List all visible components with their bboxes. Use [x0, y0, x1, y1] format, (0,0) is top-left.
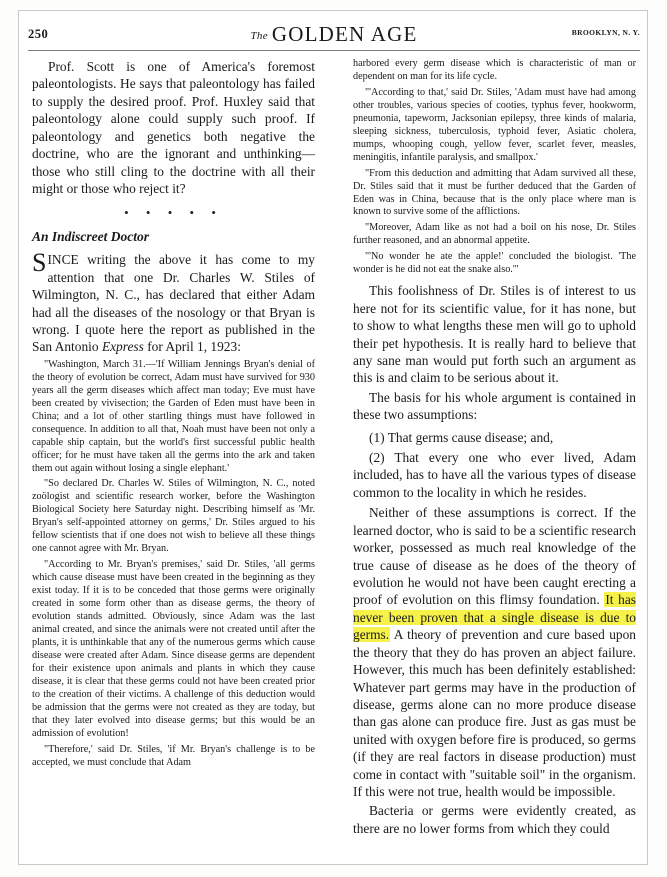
paragraph-assumptions-before: Neither of these assumptions is correct. If the learned doctor, who is said to be a scientific research worker, possessed as much real knowledge of the true cause of disease as he does of the theory of evolution he would not have been caught erecting a proof of evolution on this flimsy foundation.: [353, 505, 636, 608]
quote-paragraph-6: "From this deduction and admitting that Adam survived all these, Dr. Stiles said that it must be further deduced that the Garden of Eden was in China, because that is the only place where man is known to survive some of the afflictions.: [353, 167, 636, 218]
quote-continuation: harbored every germ disease which is characteristic of man or dependent on man for its life cycle.: [353, 58, 636, 82]
quote-paragraph-4: "Therefore,' said Dr. Stiles, 'if Mr. Bryan's challenge is to be accepted, we must conclude that Adam: [32, 743, 315, 768]
masthead-name: GOLDEN AGE: [271, 22, 418, 46]
left-column: [32, 58, 315, 848]
section-heading: An Indiscreet Doctor: [32, 229, 150, 245]
paragraph-assumptions-after: A theory of prevention and cure based upon the theory that they do has proven an abject failure. However, this much has been definitely established: Whatever part germs may have in the production of disease, germs alone can no more produce disease than gas alone can produce fire. Just as gas must be united with oxygen before fire is produced, so germs (if they are real factors in disease production) must come in contact with "suitable soil" in the organism. If this were not true, health would be impossible.: [353, 627, 636, 800]
article-columns: [32, 58, 636, 848]
masthead-title: [28, 22, 640, 47]
right-column: [353, 58, 636, 848]
assumption-item-2: (2) That every one who ever lived, Adam included, has to have all the various types of disease common to the locality in which he resides.: [353, 450, 636, 500]
header-rule: [28, 50, 640, 51]
quote-paragraph-3: "According to Mr. Bryan's premises,' said Dr. Stiles, 'all germs which cause disease must have been created in the beginning as they exist today. If it is to be conceded that those germs were originally created in some form other than as disease germs, the theory of evolution stands admitted. Obviously, since Adam was the last animal created, and since the animals were not created until after the plants, it is unthinkable that any of the numerous germs which cause disease were created after Adam. Since disease germs are dependent for their existence upon animals and plants in which they cause disease, it is clear that these germs could not have been created prior to the creation of their victims. A challenge of this deduction would be admission that the germs were not created as they are today, but that they later evolved into disease germs; but this would be an admission of evolution!: [32, 559, 315, 739]
paragraph-indiscreet-body: INCE writing the above it has come to my attention that one Dr. Charles W. Stiles of Wilmington, N. C., has declared that either Adam had all the diseases of the nosology or that Bryan is wrong. I quote here the report as published in the San Antonio: [32, 252, 315, 355]
quote-paragraph-1: "Washington, March 31.—'If William Jennings Bryan's denial of the theory of evolution be correct, Adam must have survived for 930 years all the germ diseases which affect man today; Eve must have been created by vivisection; the Garden of Eden must have been in China; and a lot of other startling things must have followed in consequence. In addition to all that, Noah must have been not only a capable ship captain, but the world's first successful public health officer; for he must have taken all the germs into the ark and taken them out again without losing a single elephant.': [32, 358, 315, 474]
page-number: 250: [28, 27, 49, 41]
masthead-location: BROOKLYN, N. Y.: [571, 28, 640, 37]
quote-paragraph-7: "Moreover, Adam like as not had a boil on his nose, Dr. Stiles further reasoned, and an abnormal appetite.: [353, 222, 636, 247]
quote-paragraph-8: "'No wonder he ate the apple!' concluded the biologist. 'The wonder is he did not eat the snake also.'": [353, 251, 636, 276]
paragraph-indiscreet-tail: for April 1, 1923:: [143, 339, 241, 355]
paragraph-indiscreet-doctor: [32, 248, 315, 356]
paragraph-bacteria: Bacteria or germs were evidently created, as there are no lower forms from which they could: [353, 803, 636, 836]
paragraph-basis: The basis for his whole argument is contained in these two assumptions:: [353, 389, 636, 423]
paragraph-foolishness: This foolishness of Dr. Stiles is of interest to us here not for its scientific value, for it has none, but to show to what lengths these men will go to uphold their pet hypothesis. It is really hard to believe that any sane man would put forth such an argument as this is and claim to be serious about it.: [353, 283, 636, 386]
drop-cap: S: [32, 248, 47, 278]
masthead-the: The: [250, 30, 268, 42]
paragraph-assumptions-incorrect: [353, 504, 636, 800]
section-divider: • • • • •: [124, 205, 223, 221]
quote-paragraph-5: "'According to that,' said Dr. Stiles, 'Adam must have had among other troubles, various species of cooties, typhus fever, hookworm, pneumonia, tapeworm, Jacksonian epilepsy, three kinds of malaria, sleeping sickness, tuberculosis, typhoid fever, Asiatic cholera, mumps, whooping cough, yellow fever, scarlet fever, measles, meningitis, infantile paralysis, and smallpox.': [353, 86, 636, 163]
running-head: [28, 22, 640, 48]
quote-paragraph-2: "So declared Dr. Charles W. Stiles of Wilmington, N. C., noted zoölogist and scientific research worker, before the Washington Biological Society here Saturday night. Describing himself as 'Mr. Bryan's self-appointed attorney on germs,' Dr. Stiles argued to his fellow scientists that if one does not wish to believe all these things one cannot agree with Mr. Bryan.: [32, 478, 315, 555]
assumption-item-1: (1) That germs cause disease; and,: [369, 429, 554, 445]
highlighted-sentence: It has never been proven that a single disease is due to germs.: [353, 592, 636, 643]
publication-name: Express: [101, 339, 144, 355]
paragraph-scott: Prof. Scott is one of America's foremost paleontologists. He says that paleontology has failed to supply the desired proof. Prof. Huxley said that paleontology alone could supply such proof. If paleontology and genetics both negative the doctrine, who are the ignorant and unthinking—those who still cling to the doctrine with all their might or those who reject it?: [32, 59, 315, 196]
